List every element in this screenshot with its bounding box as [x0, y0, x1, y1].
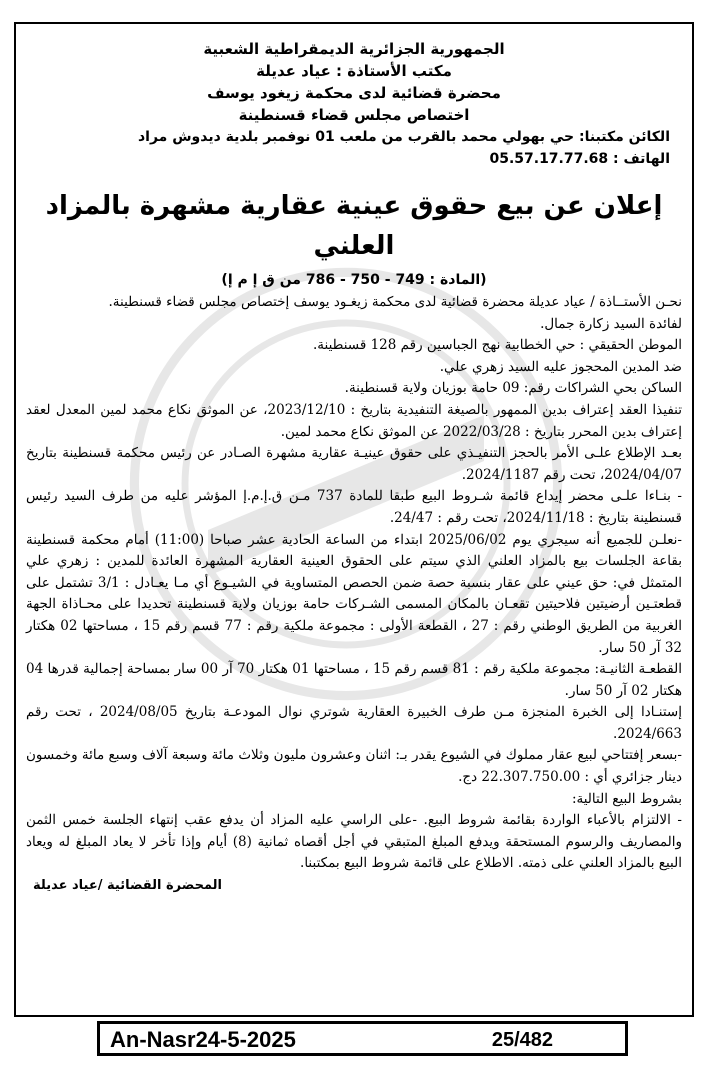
announcement-reference: 25/482 [491, 1029, 553, 1051]
paragraph-second-plot: القطعـة الثانيـة: مجموعة ملكية رقم : 81 قسم رقم 15 ، مساحتها 01 هكتار 70 آر 00 سار بمساحة إجمالية قدرها 04 هكتار 02 آر 50 سار. [26, 661, 682, 699]
signature: المحضرة القضائية /عياد عديلة [33, 878, 222, 894]
legal-articles: (المادة : 749 - 750 - 786 من ق إ م إ) [221, 272, 487, 288]
paragraph-sale-terms: - الالتزام بالأعباء الواردة بقائمة شروط البيع. -على الراسي عليه المزاد أن يدفع عقب إنتهاء الجلسة خمس الثمن والمصاريف والرسوم المستحقة ويدفع المبلغ المتبقي في أجل أقصاه ثمانية (8) أيام وإذا تأخر لا يعاد المبلغ له ويعاد البيع بالمزاد العلني على ذمته. الاطلاع على قائمة شروط البيع بمكتبنا. [26, 812, 683, 872]
paragraph-debtor: ضد المدين المحجوز عليه السيد زهري علي. [439, 358, 682, 375]
header-court: محضرة قضائية لدى محكمة زيغود يوسف [207, 84, 501, 102]
announcement-page [14, 22, 694, 1017]
office-address: الكائن مكتبنا: حي بهولي محمد بالقرب من ملعب 01 نوفمبر بلدية ديدوش مراد [137, 129, 670, 145]
paragraph-beneficiary-address: الموطن الحقيقي : حي الخطابية نهج الجباسين رقم 128 قسنطينة. [312, 337, 682, 354]
paragraph-sale-terms-heading: بشروط البيع التالية: [571, 790, 682, 807]
header [16, 38, 692, 126]
paragraph-conditions-deposit: - بنـاءا علـى محضر إيداع قائمة شـروط البيع طبقا للمادة 737 مـن ق.إ.م.إ المؤشر عليه من طرف السيد رئيس قسنطينة بتاريخ : 2024/11/18، تحت رقم : 24/47. [26, 488, 682, 526]
address-block [16, 126, 692, 170]
office-phone: الهاتف : 05.57.17.77.68 [489, 151, 670, 167]
header-office: مكتب الأستاذة : عياد عديلة [256, 62, 452, 80]
header-country: الجمهورية الجزائرية الديمقراطية الشعبية [203, 40, 505, 58]
paragraph-expertise: إستنـادا إلى الخبرة المنجزة مـن طرف الخبيرة العقارية شوتري نوال المودعـة بتاريخ 2024/08/05 ، تحت رقم 2024/663. [26, 704, 682, 742]
paragraph-opening-price: -بسعر إفتتاحي لبيع عقار مملوك في الشيوع يقدر بـ: اثنان وعشرون مليون وثلاث مائة وسبعة آلاف وسبع مائة وخمسون دينار جزائري أي : 22.307.750.00 دج. [26, 747, 682, 786]
paragraph-beneficiary: لفائدة السيد زكارة جمال. [540, 315, 682, 332]
paragraph-seizure-order: بعـد الإطلاع علـى الأمر بالحجز التنفيـذي على حقوق عينيـة عقارية مشهرة الصـادر عن رئيس محكمة قسنطينة بتاريخ 2024/04/07، تحت رقم 2024/1187. [26, 445, 682, 483]
announcement-body [16, 290, 692, 875]
paragraph-debtor-address: الساكن بحي الشراكات رقم: 09 حامة بوزيان ولاية قسنطينة. [344, 380, 682, 397]
paragraph-auction-notice: -نعلـن للجميع أنه سيجري يوم 2025/06/02 ابتداء من الساعة الحادية عشر صباحا (11:00) أمام محكمة قسنطينة بقاعة الجلسات بيع بالمزاد العلني الذي سيتم على الحقوق العينية العقارية المشهرة العائدة للمدين : زهري علي المتمثل في: حق عيني على عقار بنسبة حصة ضمن الحصص المتساوية في الشيـوع أي مـا يعـادل : 3/1 تشتمل على قطعتـين أرضيتين فلاحيتين تقعـان بالمكان المسمى الشـركات حامة بوزيان ولاية قسنطينة تحديدا على محـاذاة الجهة الغربية من الطريق الوطني رقم : 27 ، القطعة الأولى : مجموعة ملكية رقم : 77 قسم رقم 15 ، مساحتها 02 هكتار 32 آر 50 سار. [26, 531, 683, 656]
paragraph-enforcement: تنفيذا العقد إعتراف بدين الممهور بالصيغة التنفيدية بتاريخ : 2023/12/10، عن الموثق نكاع محمد لمين المعدل لعقد إعتراف بدين المحرر بتاريخ : 2022/03/28 عن الموثق نكاع محمد لمين. [26, 401, 682, 440]
newspaper-name-date: An-Nasr24-5-2025 [110, 1027, 296, 1052]
header-jurisdiction: اختصاص مجلس قضاء قسنطينة [238, 106, 470, 124]
page-title: إعلان عن بيع حقوق عينية عقارية مشهرة بالمزاد العلني [45, 191, 663, 261]
paragraph-bailiff: نحـن الأستــاذة / عياد عديلة محضرة قضائية لدى محكمة زيغـود يوسف إختصاص مجلس قضاء قسنطينة. [108, 294, 682, 310]
newspaper-footer [97, 1021, 628, 1056]
